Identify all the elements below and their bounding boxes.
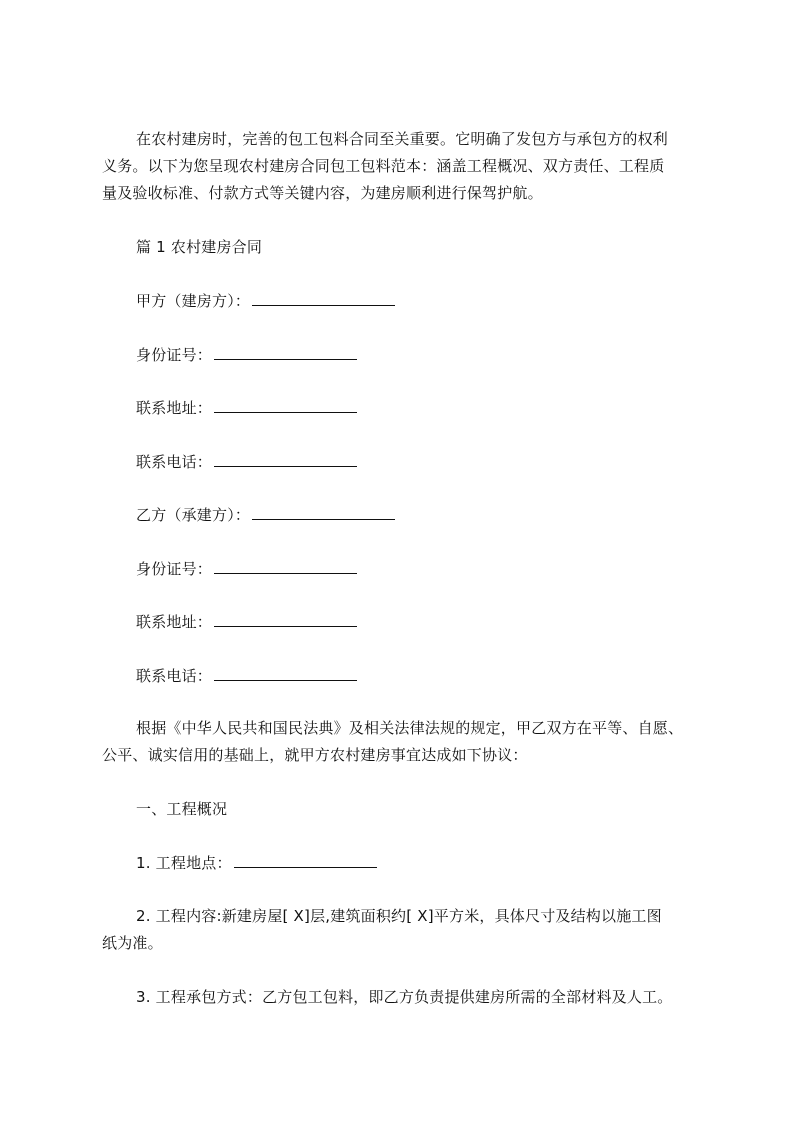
party-b-phone-row: [136, 665, 357, 686]
party-b-phone-blank[interactable]: [214, 665, 357, 681]
party-b-id-label: 身份证号：: [136, 560, 213, 578]
party-b-address-blank[interactable]: [214, 611, 357, 627]
section-title: 篇 1 农村建房合同: [136, 238, 263, 256]
intro-line-1: 在农村建房时，完善的包工包料合同至关重要。它明确了发包方与承包方的权利: [136, 130, 669, 148]
party-a-address-row: [136, 397, 357, 418]
party-b-address-row: [136, 611, 357, 632]
party-a-phone-blank[interactable]: [214, 451, 357, 467]
preamble-line-2: 公平、诚实信用的基础上，就甲方农村建房事宜达成如下协议：: [102, 746, 528, 764]
chapter-1-item-3: 3. 工程承包方式：乙方包工包料，即乙方负责提供建房所需的全部材料及人工。: [136, 988, 673, 1006]
party-b-id-row: [136, 558, 357, 579]
party-a-name-blank[interactable]: [252, 290, 395, 306]
party-a-phone-row: [136, 451, 357, 472]
party-a-phone-label: 联系电话：: [136, 453, 213, 471]
party-b-name-label: 乙方（承建方）：: [136, 506, 251, 524]
party-b-address-label: 联系地址：: [136, 613, 213, 631]
party-a-address-blank[interactable]: [214, 397, 357, 413]
party-b-phone-label: 联系电话：: [136, 667, 213, 685]
chapter-1-item-2-line-1: 2. 工程内容:新建房屋[ X]层,建筑面积约[ X]平方米，具体尺寸及结构以施工图: [136, 907, 662, 925]
party-a-address-label: 联系地址：: [136, 399, 213, 417]
intro-line-2: 义务。以下为您呈现农村建房合同包工包料范本：涵盖工程概况、双方责任、工程质: [102, 157, 665, 175]
chapter-1-item-1-label: 1. 工程地点：: [136, 854, 232, 872]
party-a-name-label: 甲方（建房方）：: [136, 292, 251, 310]
party-b-name-row: [136, 504, 395, 525]
party-a-id-blank[interactable]: [214, 344, 357, 360]
project-location-blank[interactable]: [234, 852, 377, 868]
chapter-1-item-2-line-2: 纸为准。: [102, 934, 163, 952]
party-a-name-row: [136, 290, 395, 311]
preamble-line-1: 根据《中华人民共和国民法典》及相关法律法规的规定，甲乙双方在平等、自愿、: [136, 719, 684, 737]
intro-line-3: 量及验收标准、付款方式等关键内容，为建房顺利进行保驾护航。: [102, 184, 543, 202]
chapter-1-item-1-row: [136, 852, 377, 873]
party-b-id-blank[interactable]: [214, 558, 357, 574]
party-b-name-blank[interactable]: [252, 504, 395, 520]
party-a-id-row: [136, 344, 357, 365]
chapter-1-title: 一、工程概况: [136, 800, 228, 818]
party-a-id-label: 身份证号：: [136, 346, 213, 364]
